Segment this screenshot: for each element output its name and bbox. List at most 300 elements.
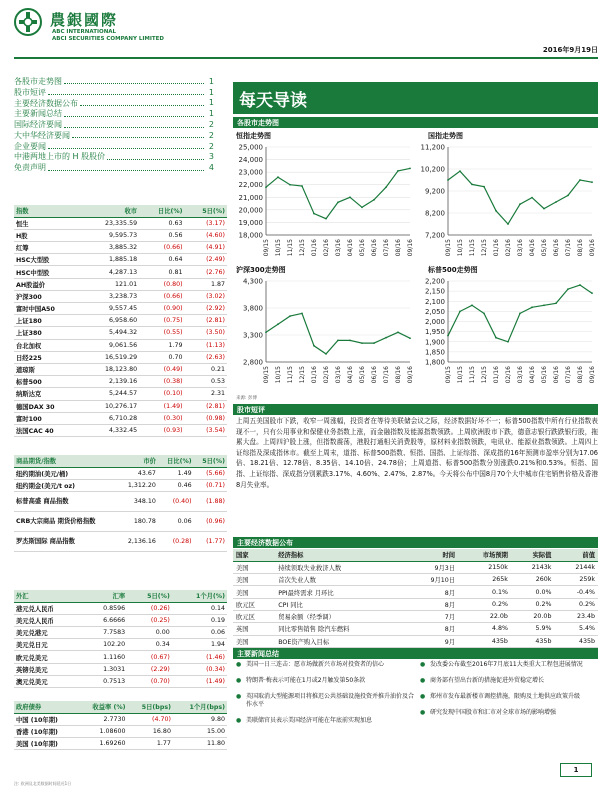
cell-value: (0.66) — [139, 242, 184, 254]
cell-value: (3.54) — [185, 424, 227, 436]
cell-value: 1.94 — [172, 639, 227, 651]
cell-value: 0.56 — [139, 229, 184, 241]
chart-title-sp500: 标普500走势图 — [428, 266, 478, 274]
cell-value: 23,335.59 — [82, 217, 139, 229]
market-comment-text: 上周五美国股市下跌，收窄一周涨幅，投资者在等待美联储会议之际，经济数据好坏不一；标普500指数中所有行业指数表现不一，只有公用事业和保健业务指数上涨，而金融指数及能源指数领跌。上周欧洲股市下跌，德意志银行跌跌银行股，拖累大盘。上周四沪股上涨，但指数震荡，港股打通相关消费股等，原材料业指数领跌，电讯业、能源业指数领跌。上周四上证综指及深成指休市。截至上周末，道指、标普500指数、恒指、国指、上证综指、深成指的16年预测市盈率分别为17.06倍、18.21倍、12.78倍、8.35倍、14.10倍、24.78倍；上周道指、标普500指数分别涨跌0.21%和0.53%。恒指、国指、上证综指、深成指分别累跌3.17%、4.60%、2.47%、2.87%。今天将公布中国8月70个大中城市住宅销售价格及香港8月失业率。 — [236, 417, 598, 489]
cell-value: 英国 — [233, 623, 275, 635]
x-tick-label: 04/16 — [529, 366, 536, 384]
y-tick-label: 7,200 — [424, 231, 445, 240]
header-divider — [14, 57, 598, 59]
cell-value: (0.98) — [185, 412, 227, 424]
cell-value: 180.78 — [118, 512, 158, 532]
news-item — [420, 693, 598, 701]
toc-item[interactable] — [14, 119, 214, 130]
y-tick-label: 1,800 — [424, 358, 445, 367]
data-point — [531, 306, 533, 308]
news-item — [420, 677, 598, 685]
row-label: 澳元兑美元 — [14, 675, 84, 687]
table-row — [14, 651, 227, 663]
column-header: 市价 — [118, 455, 158, 467]
cell-value: (3.02) — [185, 290, 227, 302]
news-item — [420, 661, 598, 669]
cell-value: 16,519.29 — [82, 351, 139, 363]
x-tick-label: 09/15 — [263, 366, 270, 384]
bullet-icon: ● — [236, 661, 242, 668]
column-header: 外汇 — [14, 590, 84, 602]
data-point — [385, 186, 387, 188]
data-point — [301, 313, 303, 315]
toc-item[interactable] — [14, 152, 214, 163]
bullet-icon: ● — [236, 677, 242, 684]
bullet-icon: ● — [236, 717, 242, 724]
data-point — [373, 342, 375, 344]
y-tick-label: 8,200 — [424, 209, 445, 218]
y-tick-label: 22,000 — [238, 181, 263, 190]
data-point — [289, 315, 291, 317]
toc-item-label: 各股市走势图 — [14, 76, 62, 86]
x-tick-label: 03/16 — [335, 239, 342, 257]
fx-table — [14, 590, 227, 688]
cell-value: 0.19 — [172, 614, 227, 626]
cell-value: (0.75) — [139, 315, 184, 327]
data-point — [519, 313, 521, 315]
cell-value: 0.63 — [139, 217, 184, 229]
cell-value: (3.17) — [185, 217, 227, 229]
table-row — [14, 479, 227, 491]
bonds-table — [14, 701, 227, 750]
cell-value: 9,061.56 — [82, 339, 139, 351]
x-tick-label: 09/15 — [263, 239, 270, 257]
cell-value: 2,136.16 — [118, 532, 158, 552]
cell-value: 0.00 — [127, 627, 172, 639]
abc-logo-icon — [14, 8, 42, 36]
cell-value: 23.4b — [554, 610, 598, 622]
y-tick-label: 3,800 — [242, 304, 263, 313]
data-point — [579, 284, 581, 286]
news-text: 研究发现中国股市和汇市对全球市场的影响增强 — [430, 709, 557, 716]
cell-value: 43.67 — [118, 467, 158, 479]
x-tick-label: 09/16 — [589, 239, 596, 257]
news-item — [236, 717, 414, 725]
cell-value: 20.0b — [511, 610, 555, 622]
cell-value: 7月 — [406, 610, 458, 622]
bullet-icon: ● — [420, 661, 426, 668]
cell-value: 美国 — [233, 586, 275, 598]
toc-item[interactable] — [14, 162, 214, 173]
cell-value: 2150k — [458, 561, 511, 573]
cell-value: 0.7513 — [84, 675, 127, 687]
cell-value: 0.1% — [458, 586, 511, 598]
toc-item-page: 2 — [208, 141, 214, 151]
toc-item-label: 企业要闻 — [14, 141, 46, 151]
cell-value: 0.8596 — [84, 602, 127, 614]
table-header-row — [233, 549, 598, 561]
cell-value: 9月 — [406, 635, 458, 647]
news-text: 郑州市发布最新楼市调控措施，限购及土地供应政策升级 — [430, 693, 581, 700]
table-row — [14, 278, 227, 290]
data-point — [459, 310, 461, 312]
cell-value: (4.70) — [128, 713, 173, 725]
row-label: 港元兑人民币 — [14, 602, 84, 614]
table-of-contents — [14, 76, 214, 173]
data-point — [409, 337, 411, 339]
cell-value: (1.88) — [194, 492, 227, 512]
data-point — [495, 337, 497, 339]
data-point — [543, 208, 545, 210]
x-tick-label: 11/15 — [287, 239, 294, 257]
toc-leader — [80, 100, 204, 106]
table-row — [14, 492, 227, 512]
toc-leader — [64, 78, 204, 84]
toc-item-page: 2 — [208, 120, 214, 130]
cell-value: 1.69260 — [77, 738, 128, 750]
cell-value: -0.4% — [554, 586, 598, 598]
data-point — [519, 203, 521, 205]
table-row — [14, 339, 227, 351]
y-tick-label: 4,300 — [242, 277, 263, 286]
column-header: 5日(%) — [185, 205, 227, 217]
cell-value: (0.10) — [139, 388, 184, 400]
cell-value: 持续领取失业救济人数 — [275, 561, 406, 573]
cell-value: 435b — [554, 635, 598, 647]
x-tick-label: 05/16 — [359, 239, 366, 257]
y-tick-label: 24,000 — [238, 156, 263, 165]
data-point — [325, 218, 327, 220]
cell-value: 0.2% — [458, 598, 511, 610]
table-row — [14, 400, 227, 412]
news-item — [236, 677, 414, 685]
table-row — [14, 254, 227, 266]
data-point — [555, 201, 557, 203]
data-point — [495, 210, 497, 212]
x-tick-label: 08/16 — [395, 366, 402, 384]
table-row — [14, 467, 227, 479]
cell-value: (2.63) — [185, 351, 227, 363]
chart-hscei — [418, 141, 598, 263]
table-row — [14, 351, 227, 363]
cell-value: 9,595.73 — [82, 229, 139, 241]
x-tick-label: 12/15 — [299, 366, 306, 384]
cell-value: 9.80 — [173, 713, 227, 725]
x-tick-label: 09/16 — [407, 366, 414, 384]
cell-value: 3,885.32 — [82, 242, 139, 254]
data-point — [361, 342, 363, 344]
cell-value: 1.3031 — [84, 663, 127, 675]
cell-value: 美国 — [233, 574, 275, 586]
cell-value: 18,123.80 — [82, 363, 139, 375]
column-header: 5日(bps) — [128, 701, 173, 713]
cell-value: 8月 — [406, 586, 458, 598]
x-tick-label: 10/15 — [275, 366, 282, 384]
y-tick-label: 2,150 — [424, 287, 445, 296]
cell-value: 0.53 — [185, 376, 227, 388]
toc-item[interactable] — [14, 130, 214, 141]
cell-value: 6.6666 — [84, 614, 127, 626]
data-point — [459, 170, 461, 172]
cell-value: 2.31 — [185, 388, 227, 400]
table-row — [233, 623, 598, 635]
x-tick-label: 02/16 — [323, 239, 330, 257]
cell-value: 1.87 — [185, 278, 227, 290]
data-point — [361, 206, 363, 208]
cell-value: PPI最终需求 月环比 — [275, 586, 406, 598]
toc-item[interactable] — [14, 87, 214, 98]
data-point — [483, 186, 485, 188]
table-row — [14, 738, 227, 750]
x-tick-label: 08/16 — [395, 239, 402, 257]
row-label: 美国 (10年期) — [14, 738, 77, 750]
cell-value: 首次失业人数 — [275, 574, 406, 586]
table-row — [233, 635, 598, 647]
cell-value: (2.49) — [185, 254, 227, 266]
cell-value: (2.81) — [185, 400, 227, 412]
data-point — [337, 340, 339, 342]
column-header: 前值 — [554, 549, 598, 561]
cell-value: 9月10日 — [406, 574, 458, 586]
data-point — [531, 197, 533, 199]
toc-item-page: 1 — [208, 98, 214, 108]
x-tick-label: 01/16 — [311, 239, 318, 257]
chart-source-note: 来源: 彭博 — [236, 396, 257, 401]
cell-value: 11.80 — [173, 738, 227, 750]
column-header: 国家 — [233, 549, 275, 561]
bullet-icon: ● — [420, 709, 426, 716]
cell-value: (5.66) — [194, 467, 227, 479]
row-label: 香港 (10年期) — [14, 725, 77, 737]
x-tick-label: 03/16 — [335, 366, 342, 384]
data-point — [555, 302, 557, 304]
bullet-icon: ● — [420, 677, 426, 684]
row-label: 纳斯达克 — [14, 388, 82, 400]
chart-sp500 — [418, 275, 598, 390]
news-item — [236, 693, 414, 709]
column-header: 时间 — [406, 549, 458, 561]
cell-value: (0.25) — [127, 614, 172, 626]
y-tick-label: 3,300 — [242, 331, 263, 340]
y-tick-label: 18,000 — [238, 231, 263, 240]
row-label: AH股溢价 — [14, 278, 82, 290]
cell-value: (0.96) — [194, 512, 227, 532]
cell-value: (0.34) — [172, 663, 227, 675]
cell-value: (0.90) — [139, 303, 184, 315]
column-header: 市场预期 — [458, 549, 511, 561]
row-label: 美元兑日元 — [14, 639, 84, 651]
cell-value: 4,287.13 — [82, 266, 139, 278]
x-tick-label: 02/16 — [505, 366, 512, 384]
series-line — [266, 168, 410, 218]
column-header: 商品期货/指数 — [14, 455, 118, 467]
news-text: 英国取消大型能源项目将推迟公共基础设施投资并推升油价及合作水平 — [246, 693, 415, 708]
data-point — [337, 201, 339, 203]
cell-value: (0.30) — [139, 412, 184, 424]
row-label: 美元兑港元 — [14, 627, 84, 639]
x-tick-label: 09/15 — [445, 239, 452, 257]
toc-leader — [72, 132, 204, 138]
cell-value: (0.80) — [139, 278, 184, 290]
table-row — [14, 229, 227, 241]
row-label: 上证180 — [14, 315, 82, 327]
cell-value: 16.80 — [128, 725, 173, 737]
series-line — [266, 313, 410, 354]
data-point — [313, 213, 315, 215]
column-header: 指数 — [14, 205, 82, 217]
cell-value: 7.7583 — [84, 627, 127, 639]
cell-value: 5.9% — [511, 623, 555, 635]
data-point — [289, 184, 291, 186]
cell-value: 4,332.45 — [82, 424, 139, 436]
x-tick-label: 02/16 — [323, 366, 330, 384]
cell-value: 1.08600 — [77, 725, 128, 737]
cell-value: (4.60) — [185, 229, 227, 241]
table-row — [14, 725, 227, 737]
data-point — [447, 179, 449, 181]
cell-value: 0.21 — [185, 363, 227, 375]
cell-value: (1.46) — [172, 651, 227, 663]
x-tick-label: 04/16 — [347, 239, 354, 257]
table-header-row — [14, 455, 227, 467]
table-row — [233, 586, 598, 598]
charts-section-title: 各股市走势图 — [233, 117, 598, 128]
table-row — [14, 614, 227, 626]
x-tick-label: 04/16 — [347, 366, 354, 384]
x-tick-label: 08/16 — [577, 239, 584, 257]
company-name-cn: 農銀國際 — [50, 11, 119, 29]
y-tick-label: 1,900 — [424, 338, 445, 347]
toc-item-label: 大中华经济要闻 — [14, 130, 70, 140]
column-header: 5日(%) — [127, 590, 172, 602]
table-header-row — [14, 205, 227, 217]
news-item — [420, 709, 598, 717]
toc-item[interactable] — [14, 108, 214, 119]
cell-value: 6,958.60 — [82, 315, 139, 327]
data-point — [579, 179, 581, 181]
cell-value: 0.0% — [511, 586, 555, 598]
cell-value: 1.49 — [158, 467, 194, 479]
toc-item[interactable] — [14, 98, 214, 109]
chart-title-hsi: 恒指走势图 — [236, 132, 271, 140]
table-header-row — [14, 701, 227, 713]
cell-value: (0.70) — [127, 675, 172, 687]
cell-value: (1.13) — [185, 339, 227, 351]
cell-value: (0.40) — [158, 492, 194, 512]
toc-item-label: 国际经济要闻 — [14, 120, 62, 130]
data-point — [397, 331, 399, 333]
y-tick-label: 2,800 — [242, 358, 263, 367]
toc-leader — [64, 111, 204, 117]
column-header: 实际值 — [511, 549, 555, 561]
cell-value: 0.64 — [139, 254, 184, 266]
x-tick-label: 12/15 — [481, 239, 488, 257]
page-number: 1 — [560, 763, 592, 777]
y-tick-label: 19,000 — [238, 218, 263, 227]
column-header: 收市 — [82, 205, 139, 217]
data-point — [373, 199, 375, 201]
toc-item-page: 3 — [208, 152, 214, 162]
news-item — [236, 661, 414, 669]
cell-value: (0.55) — [139, 327, 184, 339]
news-text: 美联储官员表示美国经济可能在年底前实现加息 — [246, 717, 373, 724]
cell-value: 121.01 — [82, 278, 139, 290]
chart-title-csi300: 沪深300走势图 — [236, 266, 286, 274]
cell-value: (0.71) — [194, 479, 227, 491]
cell-value: 3,238.73 — [82, 290, 139, 302]
y-tick-label: 2,100 — [424, 297, 445, 306]
table-row — [14, 512, 227, 532]
x-tick-label: 07/16 — [565, 239, 572, 257]
cell-value: 15.00 — [173, 725, 227, 737]
news-section-title: 主要新闻总结 — [233, 648, 598, 659]
cell-value: 5,494.32 — [82, 327, 139, 339]
table-row — [14, 532, 227, 552]
x-tick-label: 10/15 — [275, 239, 282, 257]
data-point — [313, 345, 315, 347]
row-label: 台北加权 — [14, 339, 82, 351]
commodities-table — [14, 455, 227, 552]
cell-value: 2144k — [554, 561, 598, 573]
row-label: 标普500 — [14, 376, 82, 388]
row-label: 德国DAX 30 — [14, 400, 82, 412]
cell-value: 8月 — [406, 598, 458, 610]
cell-value: 1,312.20 — [118, 479, 158, 491]
data-point — [471, 184, 473, 186]
toc-item-label: 中港两地上市的 H 股股价 — [14, 152, 106, 162]
data-point — [591, 292, 593, 294]
row-label: 英镑兑美元 — [14, 663, 84, 675]
y-tick-label: 1,850 — [424, 348, 445, 357]
row-label: 恒生 — [14, 217, 82, 229]
x-tick-label: 01/16 — [493, 239, 500, 257]
row-label: 富时100 — [14, 412, 82, 424]
data-point — [567, 195, 569, 197]
market-comment-title: 股市短评 — [233, 404, 598, 415]
table-row — [14, 713, 227, 725]
table-row — [14, 602, 227, 614]
toc-item[interactable] — [14, 141, 214, 152]
x-tick-label: 09/16 — [407, 239, 414, 257]
toc-item[interactable] — [14, 76, 214, 87]
x-tick-label: 02/16 — [505, 239, 512, 257]
row-label: 纽约期油(美元/桶) — [14, 467, 118, 479]
table-row — [14, 627, 227, 639]
x-tick-label: 07/16 — [565, 366, 572, 384]
y-tick-label: 20,000 — [238, 206, 263, 215]
data-point — [507, 223, 509, 225]
column-header: 日比(%) — [139, 205, 184, 217]
row-label: 道琼斯 — [14, 363, 82, 375]
cell-value: 0.06 — [172, 627, 227, 639]
econ-data-table — [233, 549, 598, 648]
x-tick-label: 04/16 — [529, 239, 536, 257]
data-point — [301, 185, 303, 187]
data-point — [567, 288, 569, 290]
x-tick-label: 09/15 — [445, 366, 452, 384]
cell-value: 102.20 — [84, 639, 127, 651]
cell-value: CPI 同比 — [275, 598, 406, 610]
table-row — [14, 290, 227, 302]
table-row — [14, 217, 227, 229]
x-tick-label: 08/16 — [577, 366, 584, 384]
data-point — [397, 170, 399, 172]
column-header: 收益率 (%) — [77, 701, 128, 713]
row-label: 中国 (10年期) — [14, 713, 77, 725]
y-tick-label: 11,200 — [420, 143, 445, 152]
row-label: CRB大宗商品 期货价格指数 — [14, 512, 118, 532]
cell-value: (1.49) — [172, 675, 227, 687]
table-row — [14, 303, 227, 315]
row-label: 沪深300 — [14, 290, 82, 302]
x-tick-label: 01/16 — [311, 366, 318, 384]
news-text: 美国一日三连击：愿市场做新兴市场对投资者的信心 — [246, 661, 385, 668]
